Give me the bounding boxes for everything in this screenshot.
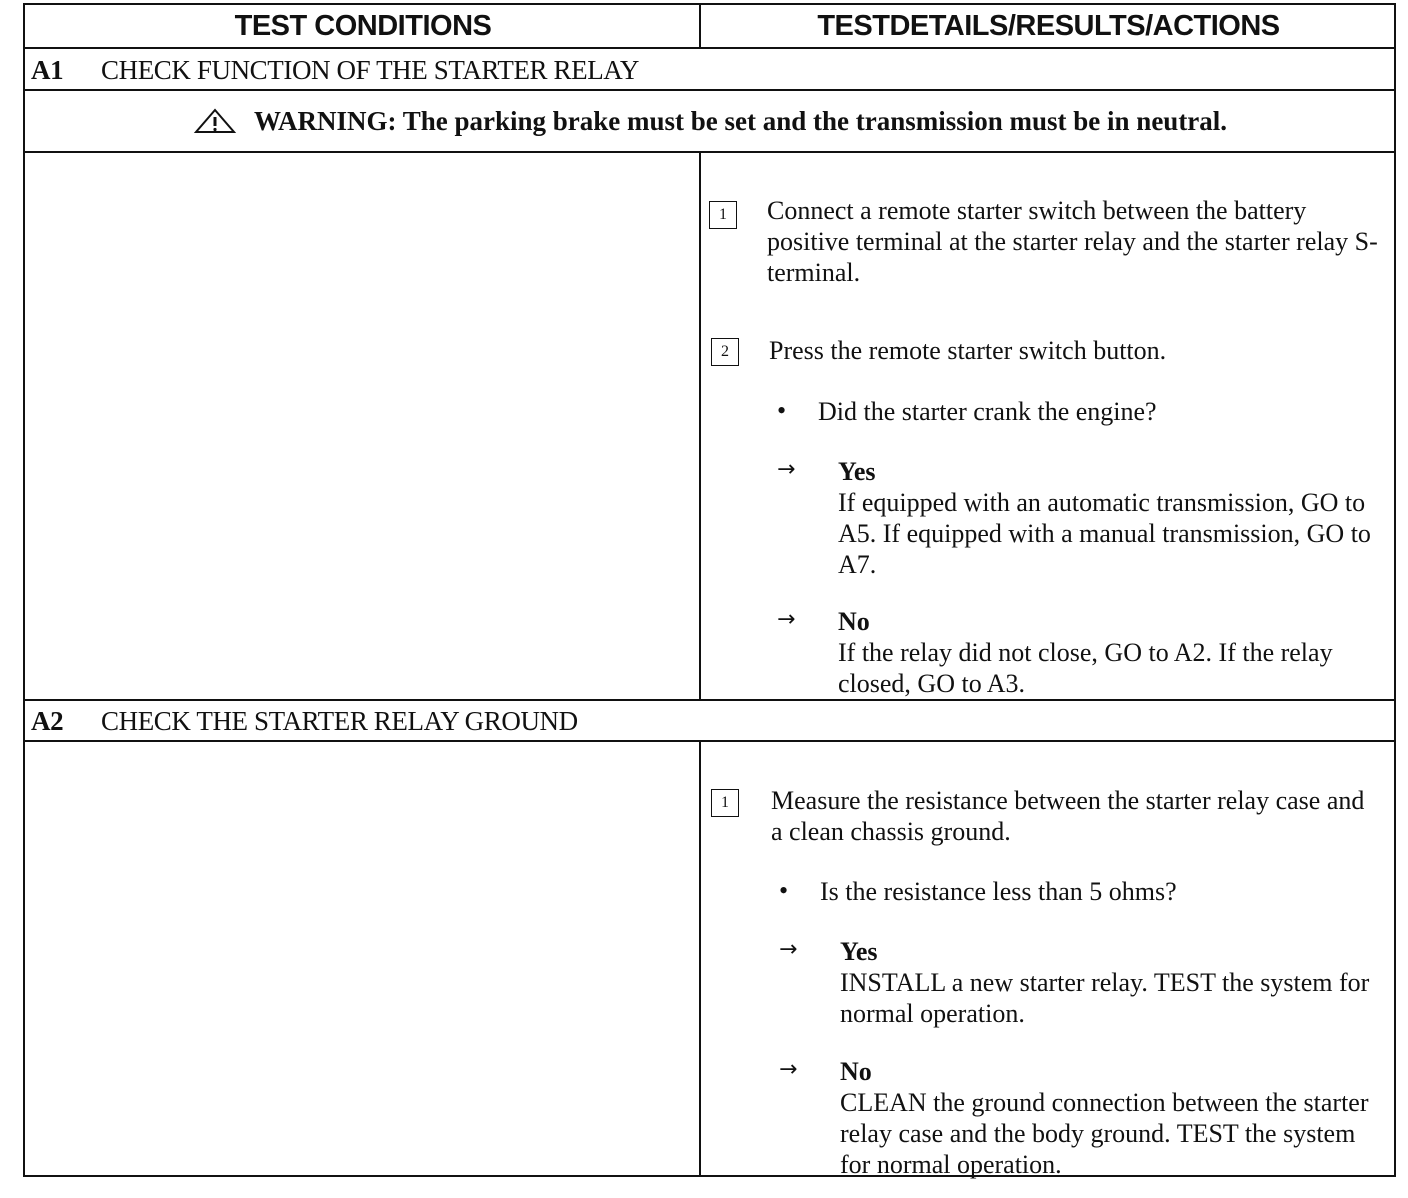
warning-banner <box>25 91 1394 151</box>
warning-text: WARNING: The parking brake must be set and the transmission must be in neutral. <box>253 105 1228 136</box>
section-title: CHECK THE STARTER RELAY GROUND <box>101 705 578 736</box>
arrow-right-icon: → <box>779 937 798 962</box>
arrow-right-icon: → <box>779 1057 798 1082</box>
section-a2-header <box>31 703 578 739</box>
diagnostic-table <box>23 3 1396 1177</box>
question-text: Is the resistance less than 5 ohms? <box>820 877 1177 906</box>
answer-text: INSTALL a new starter relay. TEST the system for normal operation. <box>840 968 1370 1028</box>
column-divider <box>699 151 701 699</box>
answer-label: No <box>838 607 870 636</box>
answer-no <box>840 1056 1388 1180</box>
arrow-right-icon: → <box>777 607 796 632</box>
answer-label: Yes <box>840 937 878 966</box>
divider <box>25 151 1394 153</box>
column-divider <box>699 740 701 1177</box>
section-title: CHECK FUNCTION OF THE STARTER RELAY <box>101 54 640 85</box>
divider <box>25 699 1394 701</box>
answer-yes <box>838 456 1388 580</box>
answer-text: CLEAN the ground connection between the starter relay case and the body ground. TEST the system for normal operation. <box>840 1088 1369 1179</box>
question-text: Did the starter crank the engine? <box>818 397 1157 426</box>
column-divider <box>699 5 701 47</box>
step-text: Connect a remote starter switch between the battery positive terminal at the starter relay and the starter relay S-terminal. <box>767 196 1378 287</box>
answer-text: If equipped with an automatic transmission, GO to A5. If equipped with a manual transmission, GO to A7. <box>838 488 1371 579</box>
step-text: Press the remote starter switch button. <box>769 336 1167 365</box>
answer-label: No <box>840 1057 872 1086</box>
answer-text: If the relay did not close, GO to A2. If the relay closed, GO to A3. <box>838 638 1333 698</box>
divider <box>25 47 1394 49</box>
divider <box>25 740 1394 742</box>
step-text: Measure the resistance between the starter relay case and a clean chassis ground. <box>771 786 1365 846</box>
bullet: • <box>777 396 787 425</box>
answer-no <box>838 606 1388 699</box>
section-a1-header <box>31 52 639 88</box>
step-number-box: 1 <box>711 789 739 817</box>
section-id: A2 <box>31 705 64 736</box>
header-test-conditions: TEST CONDITIONS <box>234 9 492 42</box>
header-test-details: TESTDETAILS/RESULTS/ACTIONS <box>817 9 1280 42</box>
warning-triangle-icon <box>192 107 238 135</box>
answer-label: Yes <box>838 457 876 486</box>
section-id: A1 <box>31 54 64 85</box>
answer-yes <box>840 936 1385 1029</box>
step-number-box: 1 <box>709 201 737 229</box>
bullet: • <box>779 876 789 905</box>
step-number-box: 2 <box>711 338 739 366</box>
arrow-right-icon: → <box>777 457 796 482</box>
